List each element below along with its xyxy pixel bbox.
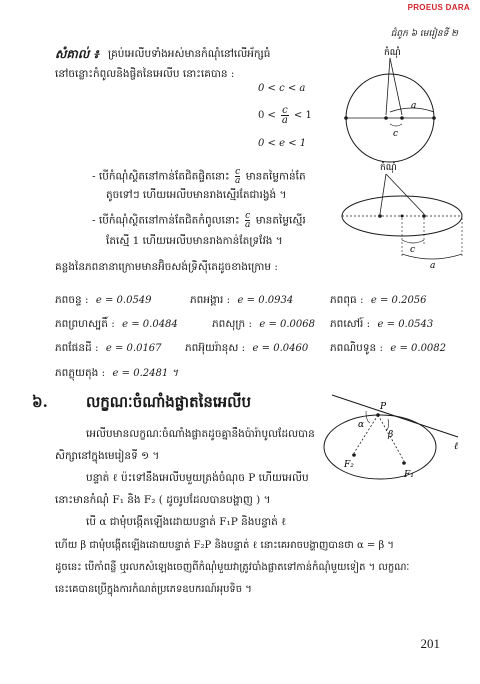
note-label: សំគាល់ ៖ <box>55 47 99 61</box>
section-p2-line-1: បន្ទាត់ ℓ ប៉ះទៅនឹងអេលីបមួយត្រង់ចំណុច P ហើយអេលីប <box>86 472 309 484</box>
fig2-foci-label: កំណុំ <box>380 163 397 173</box>
note-line-1: គ្រប់អេលីបទាំងអស់មានកំណុំនៅលើអ័ក្សធំ <box>108 48 271 60</box>
bullet-1-line-2: តូចទៅៗ ហើយអេលីបមានរាងស្មើរតែជារង្វង់ ។ <box>106 189 287 201</box>
planet-eccentricity: e = 0.0549 <box>95 295 152 306</box>
fig2-c-label: c <box>410 245 416 255</box>
planet-eccentricity: e = 0.0543 <box>377 319 434 330</box>
page-number: 201 <box>420 636 440 651</box>
bullet-1-post: មានតម្លៃកាន់តែ <box>245 170 306 183</box>
planet-neptune <box>330 342 446 357</box>
section-p2-line-2: នោះមានកំណុំ F₁ និង F₂ ( ដូចរូបដែលបានបង្ហាញ ) ។ <box>55 494 271 506</box>
fig3-beta-label: β <box>388 430 394 440</box>
planet-name: ភពពុធ : <box>330 294 364 306</box>
planet-jupiter <box>55 318 178 333</box>
planet-name: ភពភ្លុយតុង : <box>55 367 106 379</box>
planet-eccentricity: e = 0.0167 <box>105 343 162 354</box>
bullet-2-line-2: តែស្មើ 1 ហើយអេលីបមានរាងកាន់តែទ្រវែង ។ <box>106 235 283 247</box>
bullet-1-frac-den: a <box>234 176 241 186</box>
inequality-2-rhs: < 1 <box>293 110 312 121</box>
bullet-2 <box>92 212 306 230</box>
section-title: លក្ខណៈចំណាំងផ្លាតនៃអេលីប <box>86 393 251 411</box>
bullet-2-post: មានតម្លៃស្មើរ <box>255 214 306 227</box>
fig3-alpha-label: α <box>358 420 365 430</box>
bullet-2-frac-num: c <box>245 211 251 221</box>
planet-eccentricity: e = 0.2056 <box>370 295 427 306</box>
planet-name: ភពចន្ទ : <box>55 294 89 306</box>
inequality-3: 0 < e < 1 <box>258 138 307 149</box>
bullet-1-pre: - បើកំណុំស្ថិតនៅកាន់តែជិតផ្ចិតនោះ <box>92 170 230 183</box>
inequality-2 <box>258 106 312 125</box>
section-p1-line-1: អេលីបមានលក្ខណៈចំណាំងផ្លាតដូចគ្នានឹងប៉ារ៉ាបូលដែលបាន <box>86 428 315 440</box>
running-head: ជំពូក ៦ មេរៀនទី ២ <box>390 29 458 39</box>
note-line-2: នៅចន្លោះកំពូលនិងផ្ចិតនៃអេលីប នោះគេបាន : <box>55 68 235 80</box>
section-number: ៦. <box>32 393 48 411</box>
bullet-1-frac-num: c <box>235 167 241 177</box>
fig1-c-label: c <box>393 129 399 139</box>
planet-moon <box>55 294 152 309</box>
orbit-intro: គន្លងនៃភពនានាក្រោមមានអ៊ិចសង់ទ្រិស៊ីតេដូចខាងក្រោម : <box>55 261 278 273</box>
planet-pluto <box>55 366 178 382</box>
section-p3-line-3: ដូចនេះ បើកាំពន្លឺ ឬរលកសំឡេងចេញពីកំណុំមួយវាត្រូវបាំងផ្លាតទៅកាន់កំណុំមួយទៀត ។ លក្ខណៈ <box>55 562 410 573</box>
planet-mercury <box>330 294 427 309</box>
planet-eccentricity: e = 0.0460 <box>252 343 309 354</box>
section-p3-line-4: នេះគេបានប្រើក្នុងការកំណត់ប្រភេទឧបករណ៍អុបទិច ។ <box>55 584 252 595</box>
fraction-denominator: a <box>281 115 288 126</box>
fig3-l-label: ℓ <box>454 441 459 452</box>
fig1-foci-label: កំណុំ <box>384 48 401 58</box>
section-p1-line-2: សិក្សានៅក្នុងមេរៀនទី ១ ។ <box>55 450 160 462</box>
fraction-c-over-a <box>281 106 289 125</box>
planet-name: ភពផែនដី : <box>55 342 99 354</box>
fig3-F1-label: F₁ <box>404 470 414 480</box>
bullet-1-fraction <box>235 168 240 185</box>
planet-eccentricity: e = 0.0484 <box>122 319 178 330</box>
planet-earth <box>55 342 162 357</box>
planet-uranus <box>185 342 308 357</box>
planet-name: ភពណិបទូន : <box>330 342 384 354</box>
brand-watermark: PROEUS DARA <box>407 3 470 12</box>
section-p3-line-1: បើ α ជាមុំបង្កើតឡើងដោយបន្ទាត់ F₁P និងបន្ទាត់ ℓ <box>86 516 287 528</box>
bullet-2-pre: - បើកំណុំស្ថិតនៅកាន់តែជិតកំពូលនោះ <box>92 214 240 227</box>
planet-name: ភពអង្គារ : <box>190 294 231 306</box>
planet-mars <box>190 294 293 309</box>
planet-eccentricity: e = 0.2481 ។ <box>112 368 178 379</box>
planet-name: ភពសុក្រ : <box>212 318 252 330</box>
fig2-a-label: a <box>430 261 436 270</box>
planet-name: ភពព្រហស្បតិ៍ : <box>55 318 115 330</box>
figure-reflection-property <box>318 385 468 495</box>
inequality-2-lhs: 0 < <box>258 110 276 121</box>
planet-eccentricity: e = 0.0068 <box>259 319 315 330</box>
fig3-P-label: P <box>380 402 387 412</box>
fig1-a-label: a <box>411 101 417 111</box>
figure-ellipse-near-circle <box>330 42 450 166</box>
bullet-2-frac-den: a <box>244 220 251 230</box>
planet-saturn <box>330 318 433 333</box>
planet-venus <box>212 318 315 333</box>
inequality-1: 0 < c < a <box>258 83 306 94</box>
fraction-numerator: c <box>282 105 288 116</box>
bullet-1 <box>92 168 306 186</box>
planet-eccentricity: e = 0.0082 <box>390 343 447 354</box>
planet-name: ភពសៅរ៍ : <box>330 318 371 330</box>
section-p3-line-2: ហើយ β ជាមុំបង្កើតឡើងដោយបន្ទាត់ F₂P និងបន្ទាត់ ℓ នោះគេអាចបង្ហាញបានថា α = β ។ <box>55 540 395 551</box>
planet-eccentricity: e = 0.0934 <box>237 295 294 306</box>
bullet-2-fraction <box>245 212 250 229</box>
figure-ellipse-elongated <box>330 160 470 270</box>
planet-name: ភពអ៊ុយរ៉ានុស : <box>185 342 246 354</box>
fig3-F2-label: F₂ <box>344 460 354 470</box>
